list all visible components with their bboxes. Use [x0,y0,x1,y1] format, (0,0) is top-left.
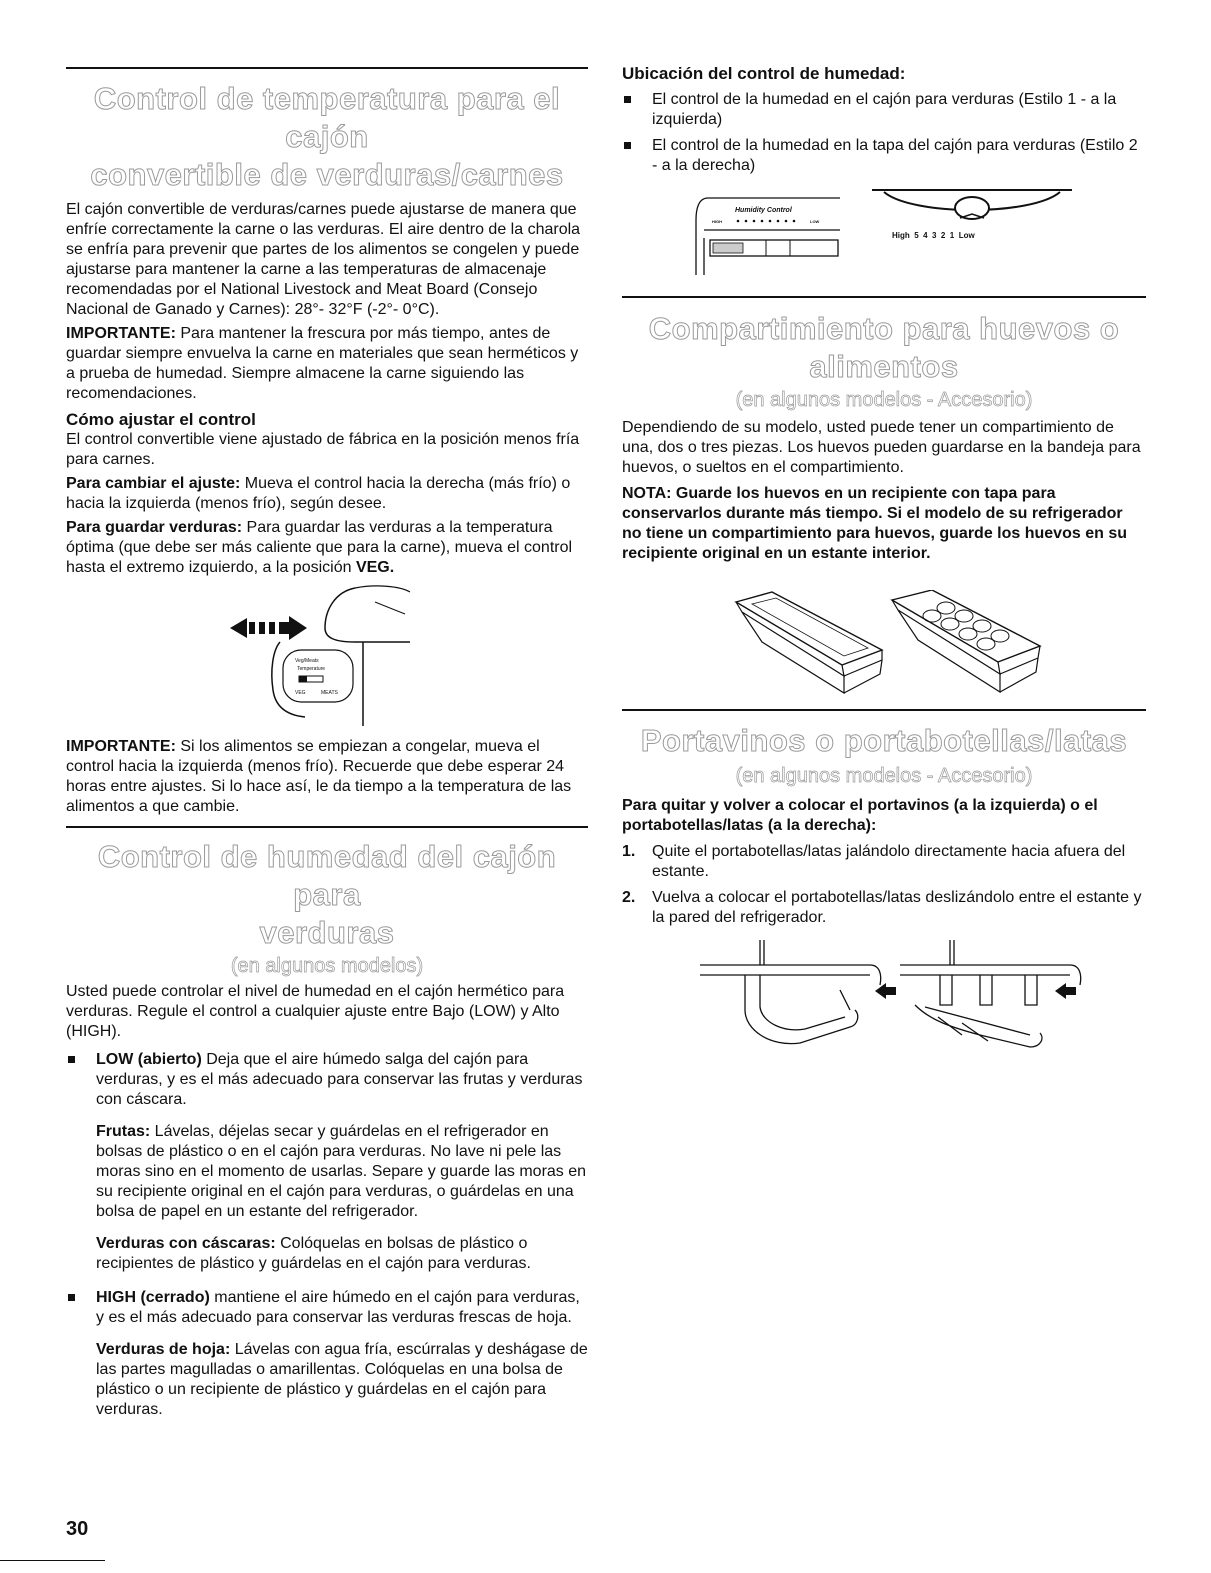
humidity-control-label: Humidity Control [735,207,792,214]
heading-wine: Portavinos o portabotellas/latas [640,723,1128,758]
heading-egg-line2: alimentos [809,349,959,384]
howto-title: Cómo ajustar el control [66,410,256,429]
section-humidity-location [622,64,1146,176]
heading-temperature-line2: convertible de verduras/carnes [90,157,564,192]
wine-instructions-title: Para quitar y volver a colocar el portavinos (a la izquierda) o el portabotellas/latas (a la derecha): [622,797,1098,834]
control-label-veg: VEG [295,690,306,696]
section-temperature-control [66,80,588,578]
heading-humidity-line2: verduras [259,915,395,950]
temperature-important: IMPORTANTE: Para mantener la frescura por más tiempo, antes de guardar siempre envuelva la carne en materiales que sean herméticos y a prueba de humedad. Siempre almacene la carne siguiendo las recomendaciones. [66,325,579,402]
control-label-meats: MEATS [321,690,338,696]
wine-step-1: 1. Quite el portabotellas/latas jalándolo directamente hacia afuera del estante. [622,843,1126,880]
rule-top-left [66,67,588,69]
heading-egg-line1: Compartimiento para huevos o [648,311,1120,346]
egg-subheading: (en algunos modelos - Accesorio) [735,389,1033,411]
location-list [622,90,1146,176]
humidity-list [66,1050,588,1110]
humidity-style2-scale: High 5 4 3 2 1 Low [892,231,975,240]
footer-line [0,1560,105,1561]
humidity-style1-high: HIGH [712,219,722,224]
humidity-style1-low: LOW [810,219,820,224]
egg-note: NOTA: Guarde los huevos en un recipiente con tapa para conservarlos durante más tiempo. Si el modelo de su refrigerador no tiene un compartimiento para huevos, guarde los huevos en su recipiente original en un estante interior. [622,485,1127,562]
rule-right-1 [622,296,1146,298]
wine-rack-illustration [690,935,1090,1055]
page-number: 30 [66,1518,89,1540]
control-label-temperature: Temperature [297,666,326,672]
heading-temperature-line1: Control de temperatura para el cajón [93,81,561,154]
list-item-low: LOW (abierto) Deja que el aire húmedo salga del cajón para verduras, y es el más adecuado para conservar las frutas y verduras con cáscara. [66,1050,588,1110]
egg-intro: Dependiendo de su modelo, usted puede tener un compartimiento de una, dos o tres piezas. Los huevos pueden guardarse en la bandeja para huevos, o sueltos en el compartimiento. [622,419,1141,476]
humidity-subheading: (en algunos modelos) [230,955,424,977]
location-title: Ubicación del control de humedad: [622,64,906,83]
veg-setting: Para guardar verduras: Para guardar las verduras a la temperatura óptima (que debe ser más caliente que para la carne), mueva el control hasta el extremo izquierdo, a la posición VEG. [66,519,573,576]
fruit-text: Frutas: Lávelas, déjelas secar y guárdelas en el refrigerador en bolsas de plástico o en el cajón para verduras. No lave ni pele las moras sino en el momento de usarlas. Separe y guarde las moras en su recipiente original en el cajón para verduras, o guárdelas en una bolsa de papel en un estante del refrigerador. [96,1123,587,1220]
humidity-list-2 [66,1288,588,1328]
humidity-control-style2-illustration [872,186,1072,246]
rule-mid-left [66,826,588,828]
humidity-intro: Usted puede controlar el nivel de humedad en el cajón hermético para verduras. Regule el control a cualquier ajuste entre Bajo (LOW) y Alto (HIGH). [66,983,565,1040]
section-humidity-control [66,838,588,1420]
change-setting: Para cambiar el ajuste: Mueva el control hacia la derecha (más frío) o hacia la izquierda (menos frío), según desee. [66,475,571,512]
heading-humidity-line1: Control de humedad del cajón para [97,839,557,912]
location-item-1: El control de la humedad en el cajón para verduras (Estilo 1 - a la izquierda) [622,90,1146,130]
wine-step-2: 2. Vuelva a colocar el portabotellas/latas deslizándolo entre el estante y la pared del refrigerador. [622,889,1142,926]
wine-steps [622,842,1146,928]
convertible-control-illustration [225,580,425,728]
wine-subheading: (en algunos modelos - Accesorio) [735,765,1033,787]
section-egg-compartment [622,310,1146,564]
leaf-text: Verduras de hoja: Lávelas con agua fría, escúrralas y deshágase de las partes magulladas o amarillentas. Colóquelas en una bolsa de plástico o un recipiente de plástico y guárdelas en el cajón para verduras. [96,1341,588,1418]
howto-text: El control convertible viene ajustado de fábrica en la posición menos fría para carnes. [66,431,580,468]
egg-bin-illustration [732,590,1042,695]
important-2: IMPORTANTE: Si los alimentos se empiezan a congelar, mueva el control hacia la izquierda (menos frío). Recuerde que debe esperar 24 horas entre ajustes. Si lo hace así, le da tiempo a la temperatura de las alimentos a que cambie. [66,738,572,815]
rule-right-2 [622,709,1146,711]
humidity-control-style1-illustration [690,190,850,280]
control-label-vegmeats: Veg/Meats [295,658,319,664]
list-item-high: HIGH (cerrado) mantiene el aire húmedo en el cajón para verduras, y es el más adecuado para conservar las verduras frescas de hoja. [66,1288,588,1328]
location-item-2: El control de la humedad en la tapa del cajón para verduras (Estilo 2 - a la derecha) [622,136,1146,176]
temperature-intro: El cajón convertible de verduras/carnes puede ajustarse de manera que enfríe correctamente la carne o las verduras. El aire dentro de la charola se enfría para prevenir que partes de los alimentos se congelen y puede ajustarse para mantener la carne a las temperaturas de almacenaje recomendadas por el National Livestock and Meat Board (Consejo Nacional de Ganado y Carnes): 28°- 32°F (-2°- 0°C). [66,201,581,318]
peel-text: Verduras con cáscaras: Colóquelas en bolsas de plástico o recipientes de plástico y guárdelas en el cajón para verduras. [96,1235,531,1272]
section-wine-rack [622,722,1146,928]
